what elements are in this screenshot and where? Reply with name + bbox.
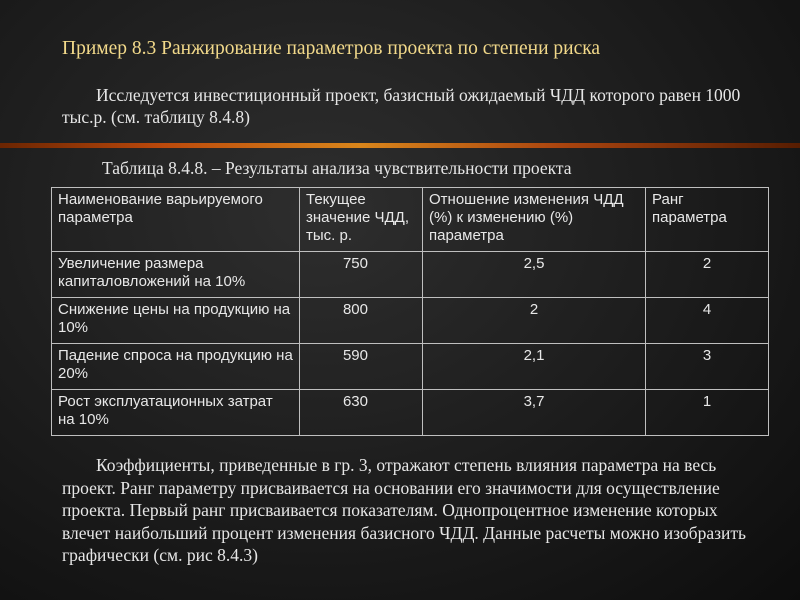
sensitivity-table [51, 187, 769, 436]
cell-parameter: Рост эксплуатационных затрат на 10% [52, 390, 300, 436]
header-npv: Текущее значение ЧДД, тыс. р. [300, 188, 423, 252]
cell-rank: 3 [646, 344, 769, 390]
table-row [52, 344, 769, 390]
cell-npv: 750 [300, 252, 423, 298]
slide-title: Пример 8.3 Ранжирование параметров проекта по степени риска [62, 38, 601, 59]
cell-npv: 800 [300, 298, 423, 344]
cell-npv: 630 [300, 390, 423, 436]
intro-paragraph: Исследуется инвестиционный проект, базисный ожидаемый ЧДД которого равен 1000 тыс.р. (см. таблицу 8.4.8) [62, 85, 741, 127]
cell-parameter: Падение спроса на продукцию на 20% [52, 344, 300, 390]
cell-ratio: 2,1 [423, 344, 646, 390]
cell-ratio: 3,7 [423, 390, 646, 436]
header-ratio: Отношение изменения ЧДД (%) к изменению (%) параметра [423, 188, 646, 252]
header-parameter: Наименование варьируемого параметра [52, 188, 300, 252]
cell-parameter: Увеличение размера капиталовложений на 10% [52, 252, 300, 298]
header-rank: Ранг параметра [646, 188, 769, 252]
cell-rank: 1 [646, 390, 769, 436]
conclusion-paragraph: Коэффициенты, приведенные в гр. 3, отражают степень влияния параметра на весь проект. Ранг параметру присваивается на основании его значимости для осуществление проекта. Первый ранг присваивается показателям. Однопроцентное изменение которых влечет наибольший процент изменения базисного ЧДД. Данные расчеты можно изобразить графически (см. рис 8.4.3) [62, 455, 746, 565]
table-row [52, 252, 769, 298]
cell-rank: 4 [646, 298, 769, 344]
table-row [52, 298, 769, 344]
table-header-row [52, 188, 769, 252]
cell-ratio: 2,5 [423, 252, 646, 298]
cell-rank: 2 [646, 252, 769, 298]
cell-npv: 590 [300, 344, 423, 390]
table-caption: Таблица 8.4.8. – Результаты анализа чувствительности проекта [102, 158, 572, 178]
cell-ratio: 2 [423, 298, 646, 344]
decorative-divider [0, 143, 800, 148]
cell-parameter: Снижение цены на продукцию на 10% [52, 298, 300, 344]
table-row [52, 390, 769, 436]
